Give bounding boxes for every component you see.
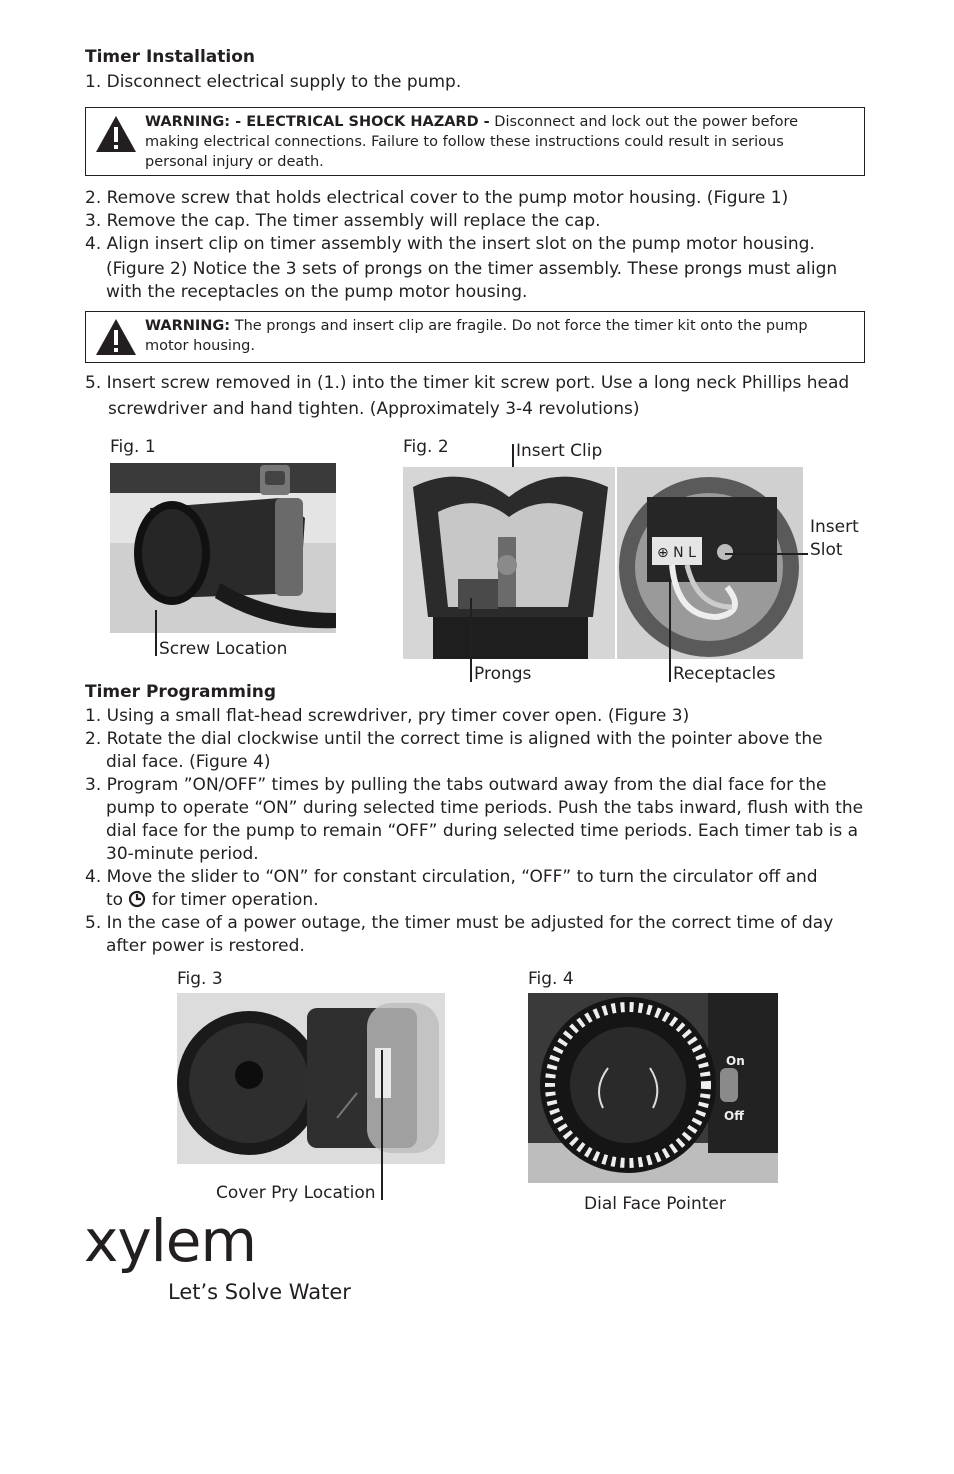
programming-heading: Timer Programming <box>85 682 277 702</box>
fig2-receptacles-label: Receptacles <box>673 664 776 684</box>
warning-prefix: WARNING: <box>145 318 231 334</box>
install-step-3: 3. Remove the cap. The timer assembly will replace the cap. <box>85 211 601 231</box>
install-step-4a: 4. Align insert clip on timer assembly with the insert slot on the pump motor housing. <box>85 234 815 254</box>
fig4-off-label: Off <box>724 1109 744 1123</box>
warning-triangle-icon <box>94 317 138 357</box>
warning-text <box>145 316 808 356</box>
install-step-4b: (Figure 2) Notice the 3 sets of prongs on the timer assembly. These prongs must align <box>106 259 838 279</box>
warning-line: making electrical connections. Failure to follow these instructions could result in serious <box>145 134 784 150</box>
programming-step-5a: 5. In the case of a power outage, the timer must be adjusted for the correct time of day <box>85 913 834 933</box>
fig4-on-label: On <box>726 1054 745 1068</box>
svg-text:⊕ N L: ⊕ N L <box>657 545 696 561</box>
fig2-receptacles-line <box>669 578 671 682</box>
fig3-photo-timer-cover <box>177 993 445 1164</box>
fig4-photo-dial <box>528 993 778 1183</box>
fig2-prongs-label: Prongs <box>474 664 532 684</box>
fig1-callout: Screw Location <box>159 639 288 659</box>
fig3-title: Fig. 3 <box>177 969 223 989</box>
clock-icon <box>128 890 146 908</box>
fig2-title: Fig. 2 <box>403 437 449 457</box>
fig1-title: Fig. 1 <box>110 437 156 457</box>
brand-tagline: Let’s Solve Water <box>168 1280 351 1304</box>
programming-step-2a: 2. Rotate the dial clockwise until the correct time is aligned with the pointer above the <box>85 729 823 749</box>
install-step-5a: 5. Insert screw removed in (1.) into the timer kit screw port. Use a long neck Phillips head <box>85 373 850 393</box>
programming-step-4a: 4. Move the slider to “ON” for constant circulation, “OFF” to turn the circulator off and <box>85 867 818 887</box>
warning-box-fragile <box>85 311 865 363</box>
warning-line: motor housing. <box>145 338 255 354</box>
programming-step-2b: dial face. (Figure 4) <box>106 752 271 772</box>
programming-step-3d: 30-minute period. <box>106 844 259 864</box>
fig4-callout: Dial Face Pointer <box>584 1194 726 1214</box>
programming-step-3a: 3. Program ”ON/OFF” times by pulling the tabs outward away from the dial face for the <box>85 775 827 795</box>
fig2-insert-slot-line <box>725 553 808 555</box>
warning-triangle-icon <box>94 114 138 154</box>
fig3-callout: Cover Pry Location <box>216 1183 376 1203</box>
warning-box-shock <box>85 107 865 176</box>
install-step-1: 1. Disconnect electrical supply to the pump. <box>85 72 462 92</box>
fig2-insert-slot-label-2: Slot <box>810 540 843 560</box>
warning-text <box>145 112 798 172</box>
fig2-photo-motor-housing <box>617 467 803 659</box>
warning-line: Disconnect and lock out the power before <box>489 114 799 130</box>
install-step-4c: with the receptacles on the pump motor housing. <box>106 282 528 302</box>
fig1-photo-pump <box>110 463 336 633</box>
programming-step-1: 1. Using a small flat-head screwdriver, pry timer cover open. (Figure 3) <box>85 706 690 726</box>
install-step-2: 2. Remove screw that holds electrical cover to the pump motor housing. (Figure 1) <box>85 188 789 208</box>
programming-step-3b: pump to operate “ON” during selected time periods. Push the tabs inward, flush with the <box>106 798 864 818</box>
warning-prefix: WARNING: - ELECTRICAL SHOCK HAZARD - <box>145 114 490 130</box>
step-4b-prefix: to <box>106 890 124 910</box>
programming-step-5b: after power is restored. <box>106 936 305 956</box>
fig2-insert-slot-label-1: Insert <box>810 517 859 537</box>
install-heading: Timer Installation <box>85 47 255 67</box>
install-step-5b: screwdriver and hand tighten. (Approximately 3-4 revolutions) <box>108 399 640 419</box>
warning-line: personal injury or death. <box>145 154 324 170</box>
xylem-logo: xylem <box>84 1207 256 1275</box>
fig3-callout-line <box>381 1050 383 1200</box>
warning-line: The prongs and insert clip are fragile. Do not force the timer kit onto the pump <box>230 318 808 334</box>
fig2-prongs-line <box>470 598 472 682</box>
fig4-title: Fig. 4 <box>528 969 574 989</box>
programming-step-3c: dial face for the pump to remain “OFF” during selected time periods. Each timer tab is a <box>106 821 859 841</box>
programming-step-4b <box>106 889 319 912</box>
fig1-callout-line <box>155 610 157 656</box>
fig2-insert-clip-label: Insert Clip <box>516 441 603 461</box>
step-4b-suffix: for timer operation. <box>151 890 319 910</box>
fig2-photo-timer-assembly <box>403 467 615 659</box>
